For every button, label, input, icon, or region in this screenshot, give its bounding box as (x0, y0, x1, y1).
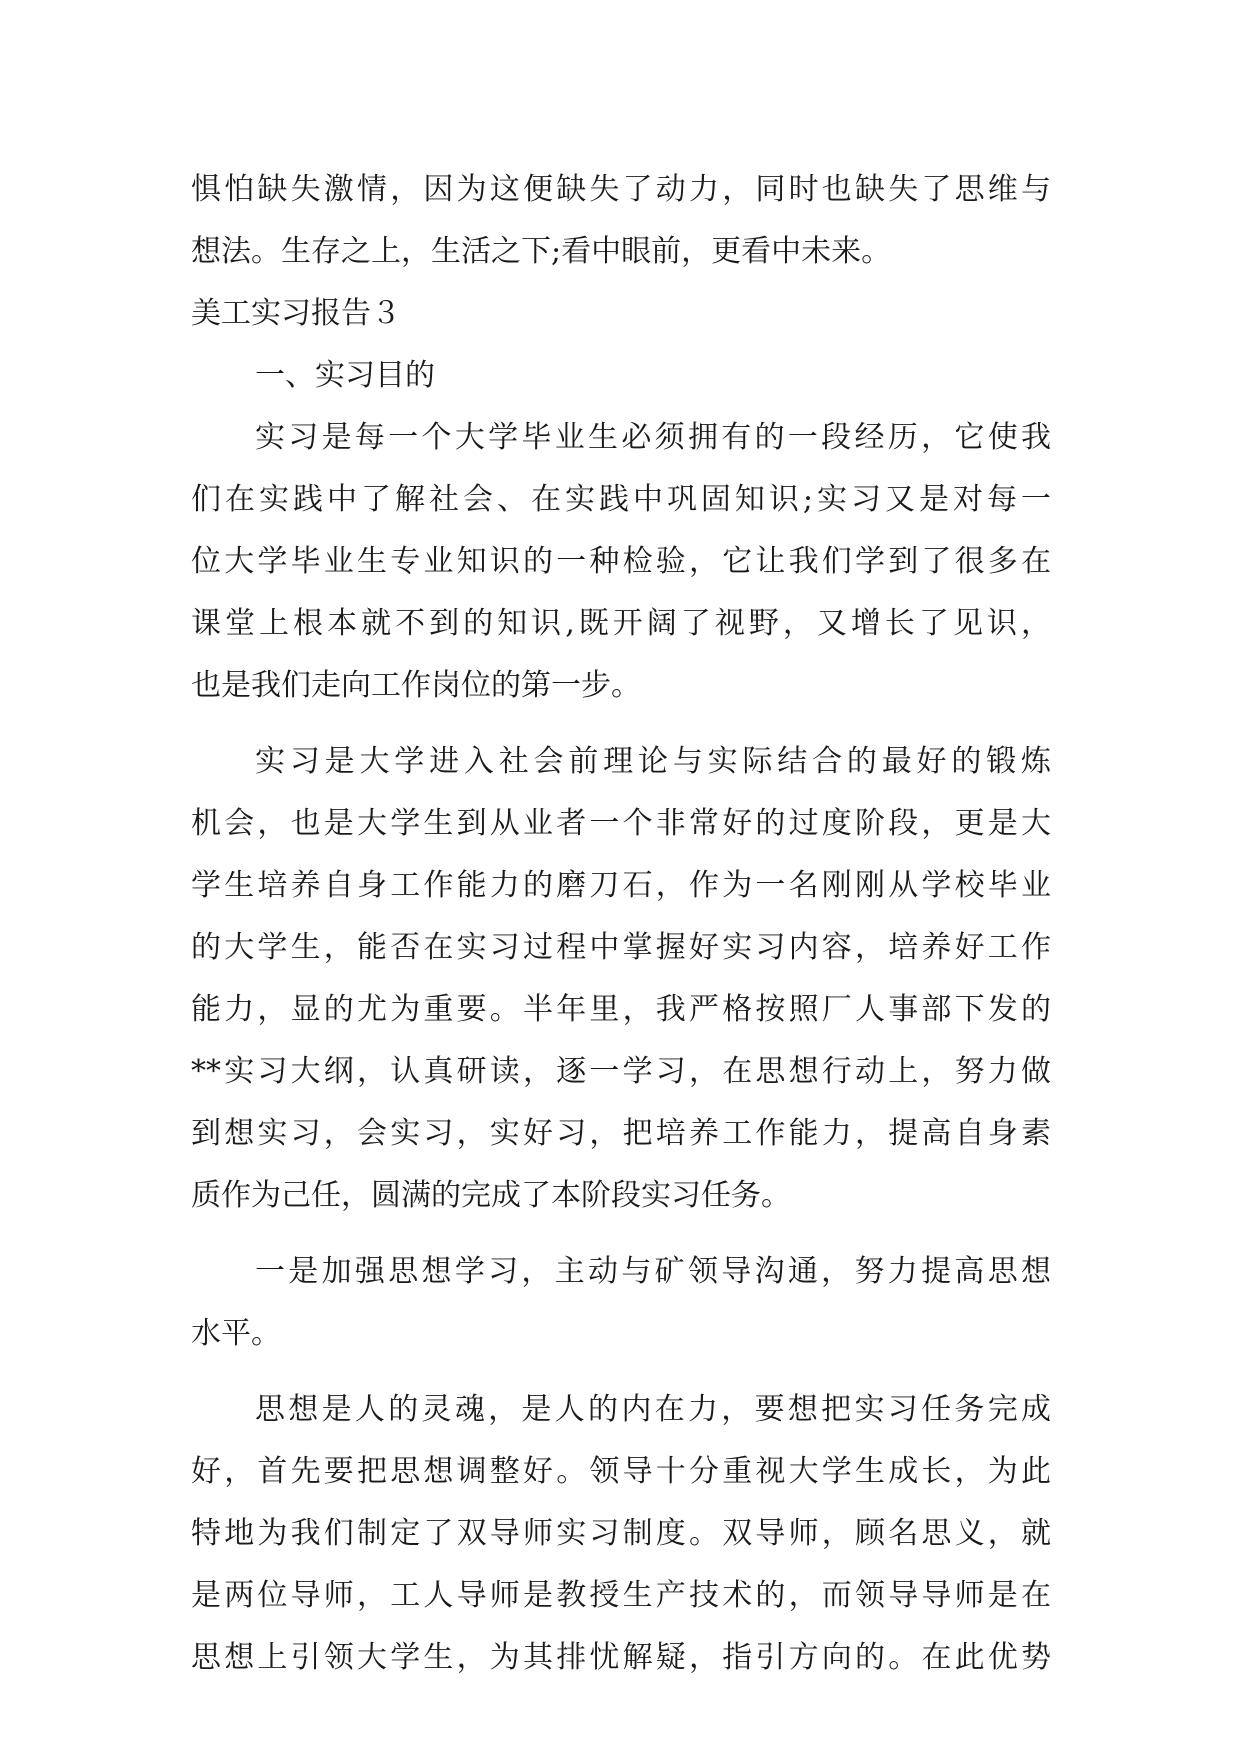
text-line: 惧怕缺失激情，因为这便缺失了动力，同时也缺失了思维与 (191, 172, 1051, 207)
text-line: 是两位导师，工人导师是教授生产技术的，而领导导师是在 (191, 1578, 1051, 1613)
text-line: 思想上引领大学生，为其排忧解疑，指引方向的。在此优势 (191, 1640, 1051, 1675)
text-line: 质作为己任，圆满的完成了本阶段实习任务。 (191, 1178, 791, 1213)
text-line: 位大学毕业生专业知识的一种检验，它让我们学到了很多在 (191, 544, 1051, 579)
text-line: 学生培养自身工作能力的磨刀石，作为一名刚刚从学校毕业 (191, 868, 1051, 903)
text-line: 特地为我们制定了双导师实习制度。双导师，顾名思义，就 (191, 1516, 1051, 1551)
text-line: 好，首先要把思想调整好。领导十分重视大学生成长，为此 (191, 1454, 1051, 1489)
text-line: 一是加强思想学习，主动与矿领导沟通，努力提高思想 (255, 1254, 1051, 1289)
section-title: 美工实习报告３ (191, 296, 401, 331)
text-line: 课堂上根本就不到的知识,既开阔了视野，又增长了见识， (191, 606, 1051, 641)
text-line: 的大学生，能否在实习过程中掌握好实习内容，培养好工作 (191, 930, 1051, 965)
text-line: 们在实践中了解社会、在实践中巩固知识;实习又是对每一 (191, 482, 1051, 517)
document-body (191, 159, 1051, 1689)
text-line: 能力，显的尤为重要。半年里，我严格按照厂人事部下发的 (191, 992, 1051, 1027)
text-line: 想法。生存之上，生活之下;看中眼前，更看中未来。 (191, 234, 892, 269)
text-line: 水平。 (191, 1316, 281, 1351)
text-line: 也是我们走向工作岗位的第一步。 (191, 668, 641, 703)
section-heading: 一、实习目的 (255, 358, 435, 393)
text-line: 机会，也是大学生到从业者一个非常好的过度阶段，更是大 (191, 806, 1051, 841)
text-line: 到想实习，会实习，实好习，把培养工作能力，提高自身素 (191, 1116, 1051, 1151)
text-line: **实习大纲，认真研读，逐一学习，在思想行动上，努力做 (191, 1054, 1051, 1089)
text-line: 实习是大学进入社会前理论与实际结合的最好的锻炼 (255, 744, 1051, 779)
text-line: 思想是人的灵魂，是人的内在力，要想把实习任务完成 (255, 1392, 1051, 1427)
text-line: 实习是每一个大学毕业生必须拥有的一段经历，它使我 (255, 420, 1051, 455)
